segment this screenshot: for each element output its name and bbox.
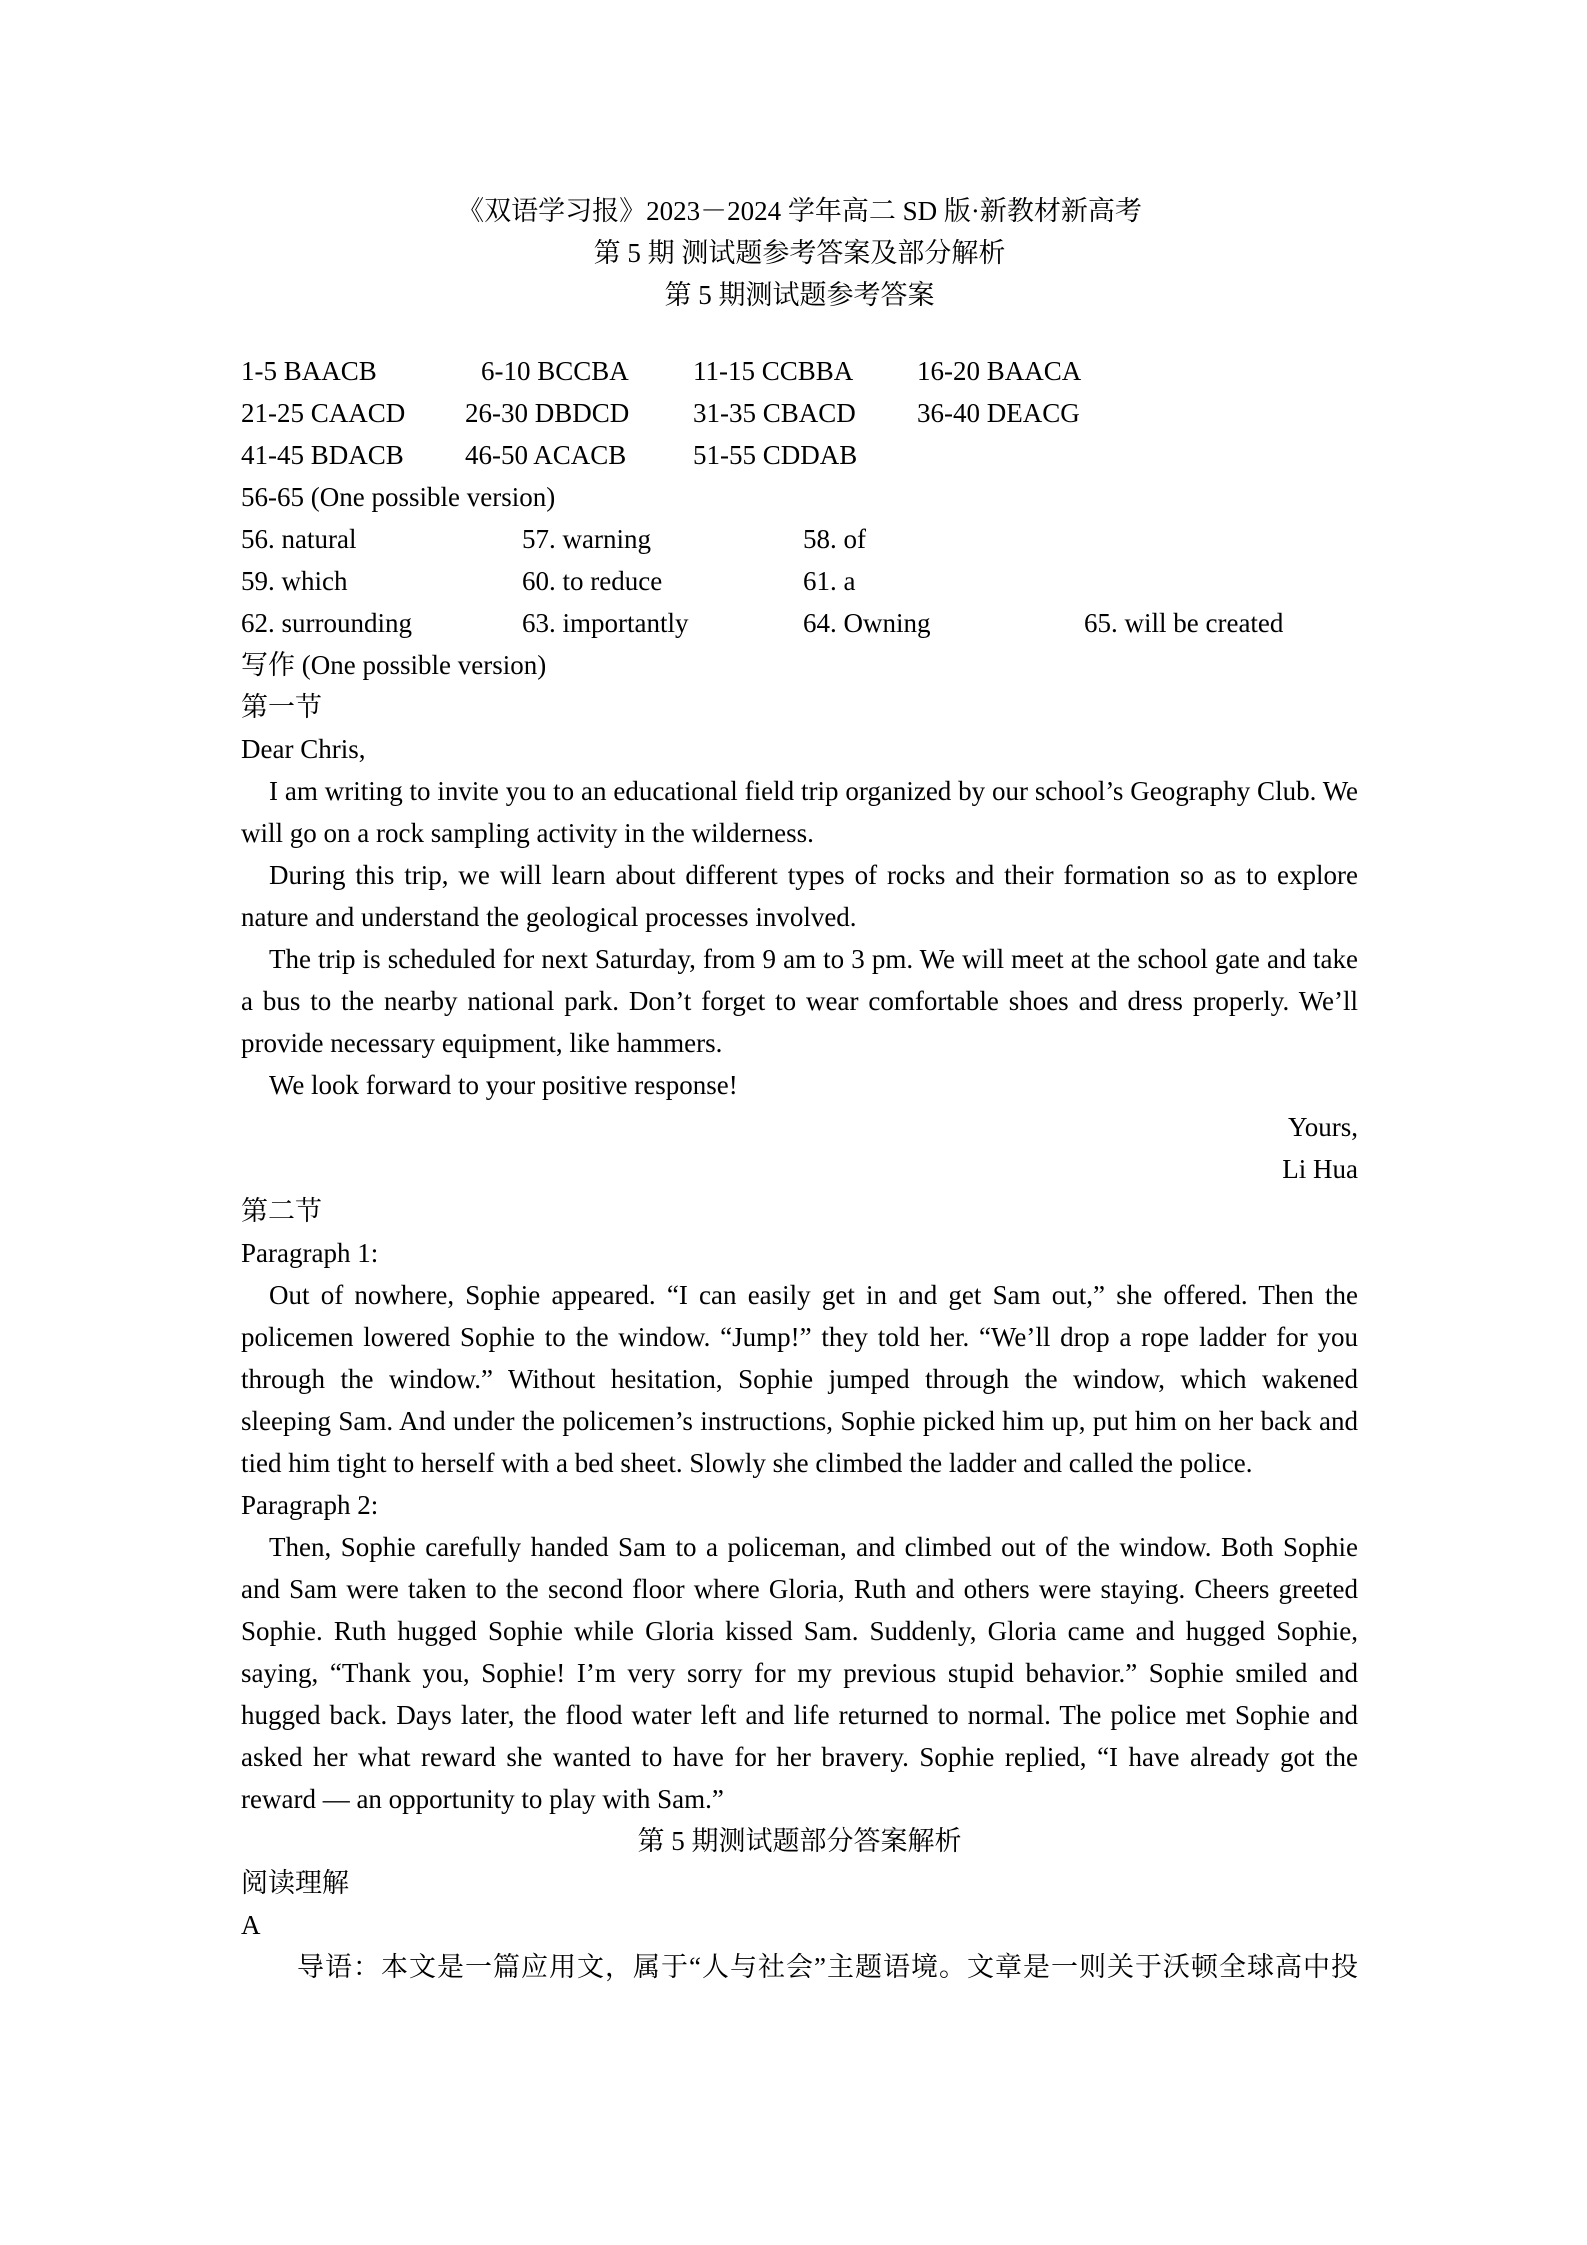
fill-cell: 59. which xyxy=(241,566,348,596)
answer-cell: 21-25 CAACD xyxy=(241,398,406,428)
section-title: 第一节 xyxy=(241,692,322,722)
fill-row xyxy=(241,518,1358,560)
fill-row xyxy=(241,560,1358,602)
letter-closing: Yours, xyxy=(1287,1112,1358,1142)
fill-cell: 56. natural xyxy=(241,524,357,554)
fill-cell: 61. a xyxy=(803,566,856,596)
writing-heading: 写作 (One possible version) xyxy=(241,650,547,680)
answer-row xyxy=(241,392,1358,434)
issue-title: 第 5 期 测试题参考答案及部分解析 xyxy=(593,238,1006,268)
answer-cell: 6-10 BCCBA xyxy=(481,356,629,386)
answer-cell: 51-55 CDDAB xyxy=(693,440,858,470)
analysis-section: 阅读理解 xyxy=(241,1868,349,1898)
answer-cell: 41-45 BDACB xyxy=(241,440,404,470)
section-title: 第二节 xyxy=(241,1196,322,1226)
answer-cell: 1-5 BAACB xyxy=(241,356,377,386)
letter-paragraph: During this trip, we will learn about different types of rocks and their formation so as to explore nature and understand the geological processes involved. xyxy=(241,860,1358,932)
analysis-part: A xyxy=(241,1910,261,1940)
fill-row xyxy=(241,602,1358,644)
answer-cell: 36-40 DEACG xyxy=(917,398,1080,428)
letter-signature: Li Hua xyxy=(1282,1154,1358,1184)
letter-paragraph: I am writing to invite you to an educational field trip organized by our school’s Geography Club. We will go on a rock sampling activity in the wilderness. xyxy=(241,776,1358,848)
answer-cell: 11-15 CCBBA xyxy=(693,356,854,386)
answer-cell: 46-50 ACACB xyxy=(465,440,627,470)
fill-cell: 63. importantly xyxy=(522,608,689,638)
fill-cell: 62. surrounding xyxy=(241,608,412,638)
answer-row xyxy=(241,434,1358,476)
story-paragraph: Then, Sophie carefully handed Sam to a policeman, and climbed out of the window. Both Sophie and Sam were taken to the second floor where Gloria, Ruth and others were staying. Cheers greeted Sophie. Ruth hugged Sophie while Gloria kissed Sam. Suddenly, Gloria came and hugged Sophie, saying, “Thank you, Sophie! I’m very sorry for my previous stupid behavior.” Sophie smiled and hugged back. Days later, the flood water left and life returned to normal. The police met Sophie and asked her what reward she wanted to have for her bravery. Sophie replied, “I have already got the reward — an opportunity to play with Sam.” xyxy=(241,1532,1358,1814)
analysis-intro: 导语：本文是一篇应用文，属于“人与社会”主题语境。文章是一则关于沃顿全球高中投 xyxy=(297,1952,1359,1982)
fill-cell: 65. will be created xyxy=(1084,608,1284,638)
fill-cell: 60. to reduce xyxy=(522,566,663,596)
paragraph-label: Paragraph 1: xyxy=(241,1238,379,1268)
fill-cell: 57. warning xyxy=(522,524,651,554)
answer-cell: 26-30 DBDCD xyxy=(465,398,630,428)
newspaper-title: 《双语学习报》2023－2024 学年高二 SD 版·新教材新高考 xyxy=(457,196,1142,226)
story-paragraph: Out of nowhere, Sophie appeared. “I can easily get in and get Sam out,” she offered. Then the policemen lowered Sophie to the window. “Jump!” they told her. “We’ll drop a rope ladder for you through the window.” Without hesitation, Sophie jumped through the window, which wakened sleeping Sam. And under the policemen’s instructions, Sophie picked him up, put him on her back and tied him tight to herself with a bed sheet. Slowly she climbed the ladder and called the police. xyxy=(241,1280,1358,1478)
letter-paragraph: We look forward to your positive response! xyxy=(269,1070,738,1100)
paragraph-label: Paragraph 2: xyxy=(241,1490,379,1520)
answer-row xyxy=(241,350,1358,392)
letter-paragraph: The trip is scheduled for next Saturday, from 9 am to 3 pm. We will meet at the school gate and take a bus to the nearby national park. Don’t forget to wear comfortable shoes and dress properly. We’ll provide necessary equipment, like hammers. xyxy=(241,944,1358,1058)
answer-cell: 31-35 CBACD xyxy=(693,398,856,428)
fill-in-heading: 56-65 (One possible version) xyxy=(241,482,556,512)
answers-title: 第 5 期测试题参考答案 xyxy=(664,280,935,310)
letter-greeting: Dear Chris, xyxy=(241,734,366,764)
answer-cell: 16-20 BAACA xyxy=(917,356,1082,386)
fill-cell: 64. Owning xyxy=(803,608,931,638)
fill-cell: 58. of xyxy=(803,524,866,554)
analysis-title: 第 5 期测试题部分答案解析 xyxy=(637,1826,962,1856)
document-body xyxy=(241,190,1358,1988)
